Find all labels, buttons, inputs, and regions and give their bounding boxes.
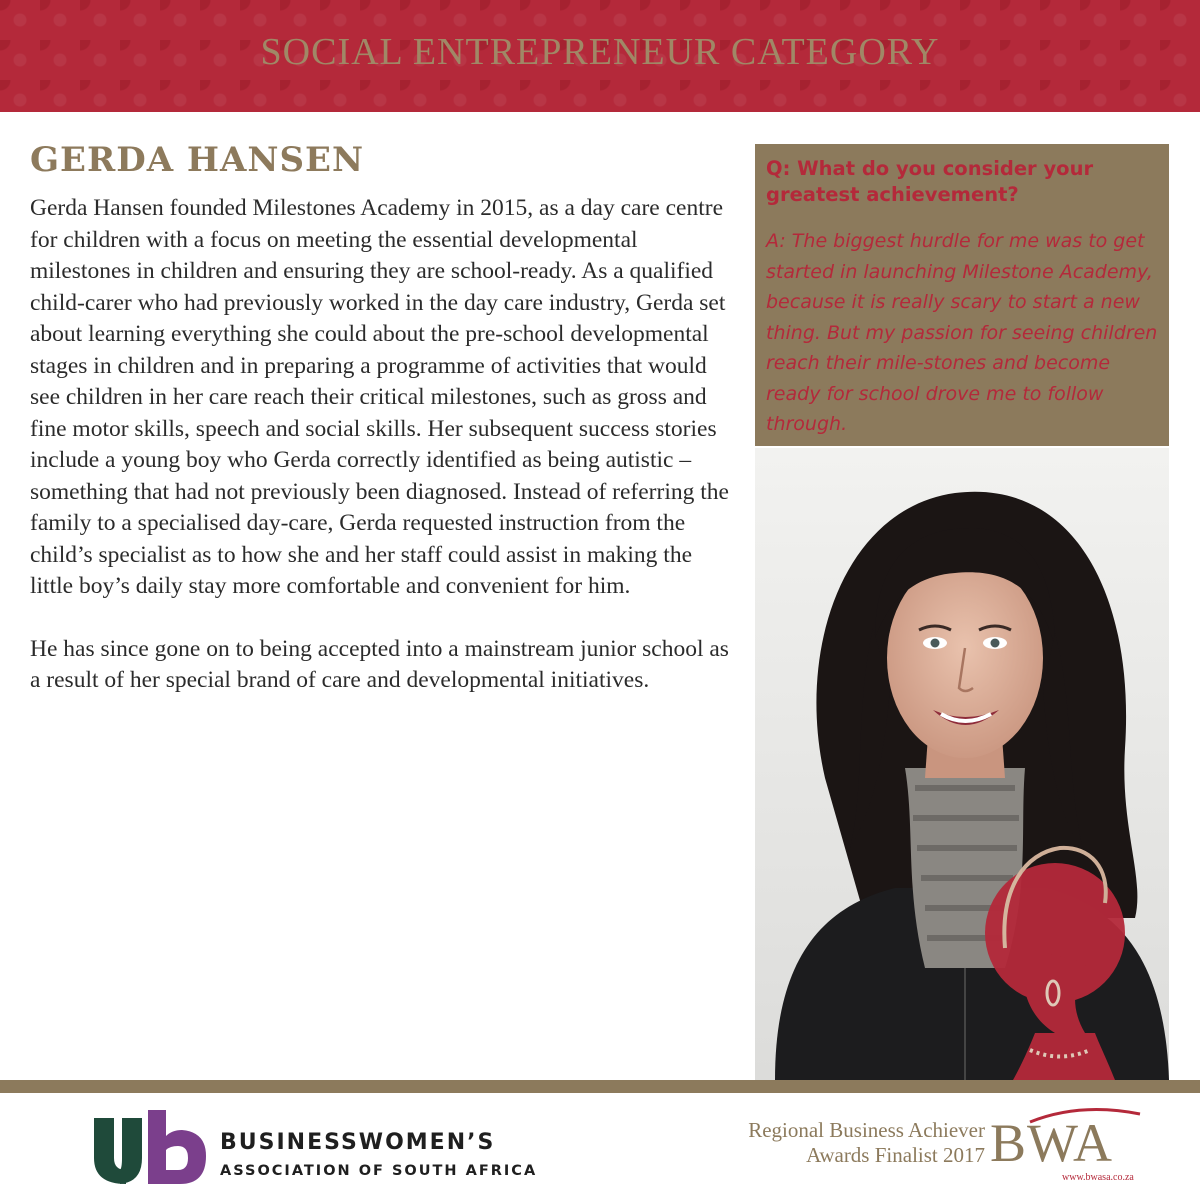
qa-question: Q: What do you consider your greatest achievement? (766, 157, 1094, 206)
association-name-line-2: ASSOCIATION OF SOUTH AFRICA (220, 1163, 538, 1179)
association-name-line-1: BUSINESSWOMEN’S (220, 1130, 496, 1155)
bio-paragraph-2: He has since gone on to being accepted into a mainstream junior school as a result of her special brand of care and developmental initiatives. (30, 635, 729, 693)
portrait-photo (755, 448, 1169, 1080)
qa-box (755, 144, 1169, 446)
bwa-url: www.bwasa.co.za (1062, 1172, 1134, 1183)
bio-paragraph-1: Gerda Hansen founded Milestones Academy in 2015, as a day care centre for children with a focus on meeting the essential developmental milestones in children and ensuring they are school-ready. As a qualified child-carer who had previously worked in the day care industry, Gerda set about learning everything she could about the pre-school developmental stages in children and in preparing a programme of activities that would see children in her care reach their critical milestones, such as gross and fine motor skills, speech and social skills. Her subsequent success stories include a young boy who Gerda correctly identified as being autistic – something that had not previously been diagnosed. Instead of referring the family to a specialised day-care, Gerda requested instruction from the child’s specialist as to how she and her staff could assist in making the little boy’s daily stay more comfortable and convenient for him. (30, 195, 729, 599)
award-line-2: Awards Finalist 2017 (806, 1143, 985, 1167)
bwa-logo: BWA (990, 1113, 1113, 1173)
qa-answer: A: The biggest hurdle for me was to get started in launching Milestone Academy, because it is really scary to start a new thing. But my passion for seeing children reach their mile-stones and become ready for school drove me to follow through. (766, 230, 1158, 435)
category-title: SOCIAL ENTREPRENEUR CATEGORY (260, 31, 940, 73)
biography (30, 193, 730, 728)
award-line-1: Regional Business Achiever (748, 1118, 985, 1142)
bwa-swoosh-icon (990, 1104, 1150, 1129)
bwasa-logo-icon (90, 1110, 210, 1195)
finalist-name: GERDA HANSEN (30, 140, 365, 180)
footer-divider (0, 1080, 1200, 1093)
category-banner (0, 0, 1200, 112)
